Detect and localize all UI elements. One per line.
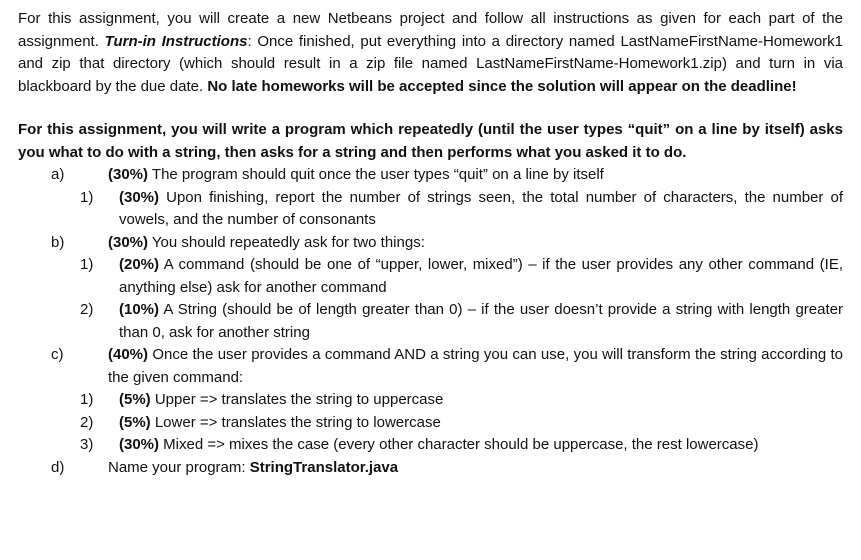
sub-marker: 2): [80, 301, 94, 318]
list-item-a-1: [18, 187, 843, 232]
turnin-label: Turn-in Instructions: [104, 32, 248, 50]
intro-text-1: For this assignment, you will create a new Netbeans project and follow all instructions as given for each part of the assignment.: [18, 10, 843, 50]
sub-marker: 1): [80, 256, 94, 273]
item-marker: c): [51, 346, 64, 363]
sub-marker: 2): [80, 413, 94, 431]
sub-text: Lower => translates the string to lowercase: [150, 413, 441, 431]
item-text: Once the user provides a command AND a string you can use, you will transform the string according to the given command:: [108, 346, 843, 386]
item-text: You should repeatedly ask for two things:: [148, 233, 425, 251]
sub-weight: (30%): [119, 436, 160, 453]
list-item-c-2: [18, 412, 843, 435]
late-warning: No late homeworks will be accepted since the solution will appear on the deadline!: [207, 77, 797, 95]
list-item-b-2: [18, 299, 843, 344]
sub-weight: (20%): [119, 256, 160, 273]
program-filename: StringTranslator.java: [249, 458, 399, 476]
sub-weight: (10%): [119, 301, 160, 318]
sub-marker: 3): [80, 436, 94, 453]
sub-marker: 1): [80, 391, 94, 408]
list-item-c-1: [18, 389, 843, 412]
sub-weight: (5%): [119, 413, 151, 431]
item-marker: d): [51, 458, 65, 476]
sub-weight: (30%): [119, 188, 160, 206]
item-marker: b): [51, 233, 65, 251]
list-item-b-1: [18, 254, 843, 299]
intro-text-2: : Once finished, put everything into a directory named LastNameFirstName-Homework1 and zip that directory (which should result in a zip file named LastNameFirstName-Homework1.zip) and turn in via blackboard by the due date.: [18, 32, 844, 95]
list-item-c-3: [18, 434, 843, 457]
item-text: The program should quit once the user types “quit” on a line by itself: [148, 166, 604, 183]
list-item-b: [18, 232, 843, 255]
sub-text: Mixed => mixes the case (every other character should be uppercase, the rest lowercase): [159, 436, 759, 453]
sub-text: A String (should be of length greater than 0) – if the user doesn’t provide a string with length greater than 0, ask for another string: [119, 301, 843, 341]
item-text: Name your program:: [108, 458, 250, 476]
list-item-c: [18, 344, 843, 389]
item-marker: a): [51, 166, 65, 183]
sub-weight: (5%): [119, 391, 151, 408]
task-paragraph: For this assignment, you will write a program which repeatedly (until the user types “quit” on a line by itself) asks you what to do with a string, then asks for a string and then performs what you asked it to do.: [18, 121, 843, 161]
sub-text: Upon finishing, report the number of strings seen, the total number of characters, the number of vowels, and the number of consonants: [119, 188, 843, 228]
requirements-list: [18, 164, 843, 479]
intro-paragraph: [18, 8, 843, 98]
sub-text: Upper => translates the string to uppercase: [150, 391, 444, 408]
list-item-a: [18, 164, 843, 187]
sub-text: A command (should be one of “upper, lower, mixed”) – if the user provides any other command (IE, anything else) ask for another command: [119, 256, 843, 296]
item-weight: (40%): [108, 346, 149, 363]
item-weight: (30%): [108, 166, 149, 183]
list-item-d: [18, 457, 843, 480]
item-weight: (30%): [108, 233, 149, 251]
sub-marker: 1): [80, 188, 94, 206]
